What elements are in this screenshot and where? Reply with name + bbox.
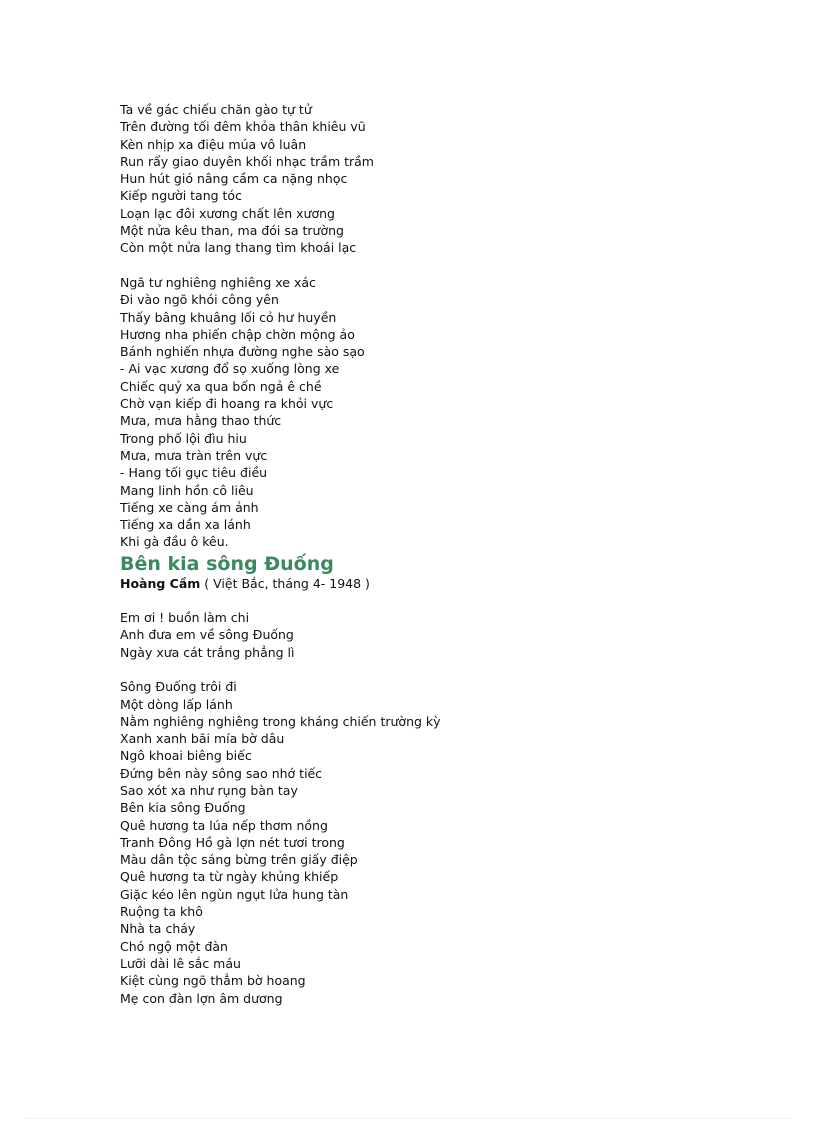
poem-line: Sao xót xa như rụng bàn tay bbox=[120, 782, 298, 798]
poem-line: Xanh xanh bãi mía bờ dâu bbox=[120, 731, 285, 747]
poem-2-stanza-2 bbox=[120, 678, 780, 1007]
poem-source-note: ( Việt Bắc, tháng 4- 1948 ) bbox=[200, 575, 370, 591]
document-page bbox=[120, 101, 780, 1007]
poem-line: Một dòng lấp lánh bbox=[120, 696, 233, 712]
poem-line: - Hang tối gục tiêu điều bbox=[120, 465, 268, 481]
poem-line: Kiệt cùng ngõ thẳm bờ hoang bbox=[120, 973, 306, 989]
poem-line: Đứng bên này sông sao nhớ tiếc bbox=[120, 765, 323, 781]
poem-line: Ngã tư nghiêng nghiêng xe xác bbox=[120, 274, 316, 290]
poem-line: Quê hương ta lúa nếp thơm nồng bbox=[120, 817, 328, 833]
poem-line: Kiếp người tang tóc bbox=[120, 188, 242, 204]
poem-2 bbox=[120, 553, 780, 1007]
poem-line: - Ai vạc xương đổ sọ xuống lòng xe bbox=[120, 361, 340, 377]
poem-line: Một nửa kêu than, ma đói sa trường bbox=[120, 223, 344, 239]
poem-line: Bên kia sông Đuống bbox=[120, 800, 246, 816]
poem-line: Mưa, mưa tràn trên vực bbox=[120, 447, 268, 463]
poem-author: Hoàng Cầm bbox=[120, 575, 201, 591]
poem-line: Em ơi ! buồn làm chi bbox=[120, 610, 250, 626]
poem-line: Mẹ con đàn lợn âm dương bbox=[120, 990, 283, 1006]
page-bottom-divider bbox=[24, 1118, 792, 1119]
poem-line: Trên đường tối đêm khỏa thân khiêu vũ bbox=[120, 119, 366, 135]
stanza-gap bbox=[120, 592, 780, 609]
poem-line: Khi gà đầu ô kêu. bbox=[120, 534, 229, 550]
poem-1 bbox=[120, 101, 780, 551]
poem-line: Quê hương ta từ ngày khủng khiếp bbox=[120, 869, 339, 885]
poem-line: Lưỡi dài lê sắc máu bbox=[120, 955, 241, 971]
poem-1-stanza-1 bbox=[120, 101, 780, 257]
poem-line: Ngô khoai biêng biếc bbox=[120, 748, 252, 764]
poem-line: Thấy bâng khuâng lối cỏ hư huyền bbox=[120, 309, 337, 325]
stanza-gap bbox=[120, 257, 780, 274]
poem-line: Bánh nghiến nhựa đường nghe sào sạo bbox=[120, 344, 365, 360]
poem-line: Chờ vạn kiếp đi hoang ra khỏi vực bbox=[120, 396, 334, 412]
poem-line: Loạn lạc đôi xương chất lên xương bbox=[120, 205, 335, 221]
poem-line: Run rẩy giao duyên khối nhạc trầm trầm bbox=[120, 153, 374, 169]
poem-line: Tiếng xe càng ám ảnh bbox=[120, 499, 259, 515]
poem-line: Nhà ta cháy bbox=[120, 921, 196, 937]
poem-line: Anh đưa em về sông Đuống bbox=[120, 627, 294, 643]
poem-line: Giặc kéo lên ngùn ngụt lửa hung tàn bbox=[120, 886, 349, 902]
poem-line: Hun hút gió nâng cầm ca nặng nhọc bbox=[120, 171, 348, 187]
poem-byline bbox=[120, 575, 780, 592]
poem-line: Chó ngộ một đàn bbox=[120, 938, 228, 954]
poem-1-stanza-2 bbox=[120, 274, 780, 551]
poem-line: Trong phố lội đìu hiu bbox=[120, 430, 247, 446]
poem-line: Ta về gác chiếu chăn gào tự tử bbox=[120, 102, 312, 117]
poem-line: Tiếng xa dần xa lánh bbox=[120, 517, 251, 533]
poem-line: Chiếc quỷ xa qua bốn ngả ê chề bbox=[120, 378, 322, 394]
poem-line: Mưa, mưa hằng thao thức bbox=[120, 413, 282, 429]
poem-line: Tranh Đông Hồ gà lợn nét tươi trong bbox=[120, 834, 345, 850]
poem-line: Đi vào ngõ khói công yên bbox=[120, 292, 279, 308]
poem-line: Hương nha phiến chập chờn mộng ảo bbox=[120, 326, 355, 342]
poem-line: Nằm nghiêng nghiêng trong kháng chiến trường kỳ bbox=[120, 713, 441, 729]
poem-2-stanza-1 bbox=[120, 609, 780, 661]
poem-line: Mang linh hồn cô liêu bbox=[120, 482, 254, 498]
poem-title: Bên kia sông Đuống bbox=[120, 552, 334, 575]
stanza-gap bbox=[120, 661, 780, 678]
poem-line: Kèn nhịp xa điệu múa vô luân bbox=[120, 136, 307, 152]
poem-line: Sông Đuống trôi đi bbox=[120, 679, 237, 695]
poem-line: Màu dân tộc sáng bừng trên giấy điệp bbox=[120, 852, 358, 868]
poem-line: Ruộng ta khô bbox=[120, 904, 203, 920]
poem-line: Còn một nửa lang thang tìm khoái lạc bbox=[120, 240, 357, 256]
poem-line: Ngày xưa cát trắng phẳng lì bbox=[120, 644, 295, 660]
